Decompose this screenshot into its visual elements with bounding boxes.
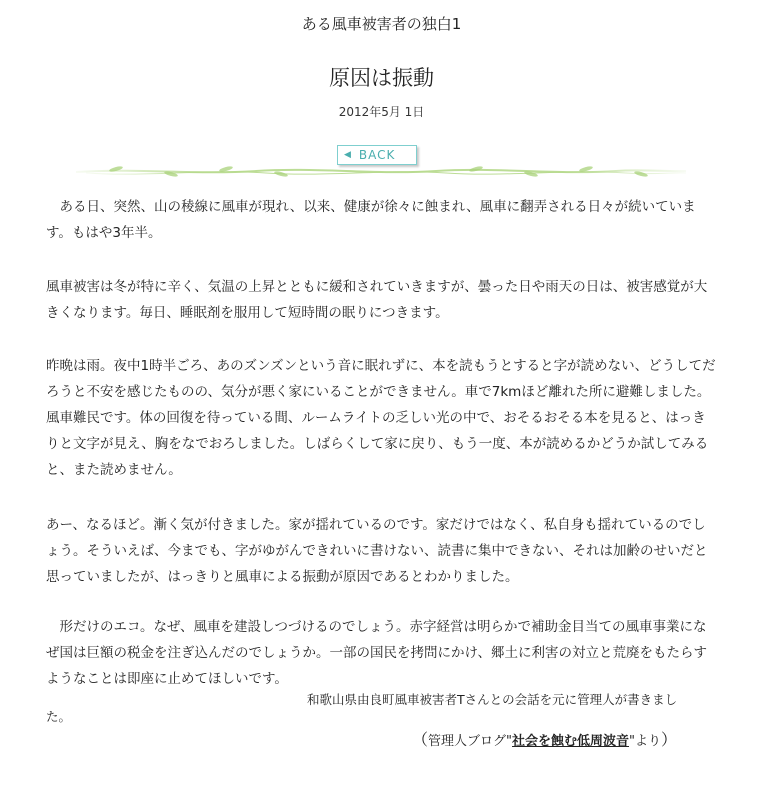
source-close-paren: ） — [661, 730, 678, 749]
source-prefix: 管理人ブログ" — [428, 734, 512, 749]
author-credit-tail: た。 — [46, 709, 72, 724]
page-title: 原因は振動 — [329, 66, 434, 90]
back-button-label: BACK — [358, 148, 396, 162]
article-paragraph: あー、なるほど。漸く気が付きました。家が揺れているのです。家だけではなく、私自身も揺れているのでしょう。そういえば、今までも、字がゆがんできれいに書けない、読書に集中できない、それは加齢のせいだと思っていましたが、はっきりと風車による振動が原因であるとわかりました。 — [46, 517, 708, 585]
source-citation — [412, 727, 677, 750]
source-open-paren: （ — [412, 730, 429, 749]
article-paragraph: 形だけのエコ。なぜ、風車を建設しつづけるのでしょう。赤字経営は明らかで補助金目当ての風車事業になぜ国は巨額の税金を注ぎ込んだのでしょうか。一部の国民を拷問にかけ、郷土に利害の対立と荒廃をもたらすようなことは即座に止めてほしいです。 — [46, 619, 707, 687]
article-paragraph: 昨晩は雨。夜中1時半ごろ、あのズンズンという音に眠れずに、本を読もうとすると字が読めない、どうしてだろうと不安を感じたものの、気分が悪く家にいることができません。車で7kmほど離れた所に避難しました。風車難民です。体の回復を待っている間、ルームライトの乏しい光の中で、おそるおそる本を見ると、はっきりと文字が見え、胸をなでおろしました。しばらくして家に戻り、もう一度、本が読めるかどうか試してみると、また読めません。 — [46, 358, 716, 478]
post-date: 2012年5月 1日 — [338, 105, 425, 119]
author-credit: 和歌山県由良町風車被害者Tさんとの会話を元に管理人が書きまし — [307, 692, 678, 707]
article-paragraph: 風車被害は冬が特に辛く、気温の上昇とともに緩和されていきますが、曇った日や雨天の日は、被害感覚が大きくなります。毎日、睡眠剤を服用して短時間の眠りにつきます。 — [46, 279, 708, 321]
source-suffix: "より — [629, 734, 661, 749]
series-title: ある風車被害者の独白1 — [301, 15, 462, 33]
triangle-left-icon: ◀ — [344, 150, 352, 160]
source-blog-link[interactable]: 社会を蝕む低周波音 — [512, 734, 630, 749]
back-button[interactable] — [337, 145, 417, 165]
article-paragraph: ある日、突然、山の稜線に風車が現れ、以来、健康が徐々に蝕まれ、風車に翻弄される日々が続いています。もはや3年半。 — [46, 199, 696, 241]
